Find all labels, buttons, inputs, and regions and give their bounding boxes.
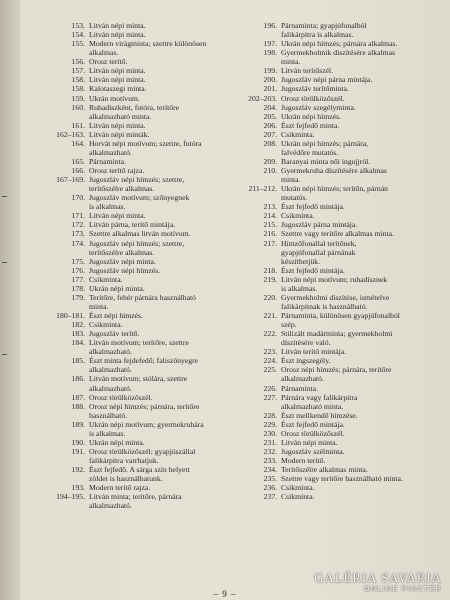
page-spine-shadow	[0, 0, 20, 600]
entry-text: Gyermekholmik díszítésére alkalmas	[281, 48, 395, 58]
entry-number: 222.	[263, 329, 277, 339]
entry-text-continuation: díszítésére való.	[281, 338, 331, 348]
entry-text-continuation: falikárpitra varrhatjuk.	[89, 456, 159, 465]
entry-text: Jugoszláv szélminta.	[281, 446, 345, 456]
index-entry	[232, 474, 442, 483]
entry-text: Szettre vagy terítőre alkalmas minta.	[281, 229, 394, 239]
entry-text-continuation: falvédőre mutatós.	[281, 147, 339, 157]
entry-number: 217.	[263, 238, 277, 248]
watermark	[314, 571, 442, 593]
entry-text: Észt fejfedő mintája.	[281, 419, 345, 429]
index-entry	[30, 438, 240, 447]
index-entry	[30, 275, 240, 284]
index-entry	[30, 402, 240, 420]
entry-text: Litván népi minták.	[89, 129, 150, 139]
watermark-title: GALÉRIA SAVARIA	[314, 571, 442, 585]
entry-text-continuation: szép.	[281, 320, 297, 330]
index-entry	[232, 356, 442, 365]
entry-text: Litván motívum; terítőre, szettre	[89, 338, 189, 348]
entry-number: 157.	[71, 66, 85, 76]
index-column-left	[30, 21, 240, 510]
entry-text: Litván népi minta.	[89, 120, 146, 130]
entry-text: Ukrán népi hímzés; terítőn, párnán	[281, 184, 388, 194]
index-entry	[232, 365, 442, 383]
entry-number: 184.	[71, 338, 85, 348]
entry-number: 231.	[263, 437, 277, 447]
index-entry	[232, 347, 442, 356]
entry-number: 206.	[263, 120, 277, 130]
entry-number: 208.	[263, 138, 277, 148]
entry-text: Modern terítő.	[281, 456, 326, 465]
index-entry	[30, 374, 240, 392]
entry-text: Észt fejfedő mintája.	[281, 265, 345, 275]
entry-text: Párnaminta.	[89, 156, 126, 166]
index-entry	[30, 311, 240, 320]
entry-number: 216.	[263, 229, 277, 239]
entry-text: Csikminta.	[89, 274, 123, 284]
entry-text: Jugoszláv népi minta.	[89, 256, 156, 266]
entry-text: Litván terítőszél.	[281, 66, 334, 76]
entry-number: 196.	[263, 21, 277, 30]
index-entry	[232, 202, 442, 211]
index-entry	[232, 166, 442, 184]
index-entry	[232, 492, 442, 501]
entry-number: 215.	[263, 220, 277, 230]
index-entry	[232, 184, 442, 202]
entry-number: 164.	[71, 138, 85, 148]
index-entry	[30, 284, 240, 293]
index-entry	[232, 66, 442, 75]
entry-text: Jugoszláv népi hímzés; szettre,	[89, 175, 185, 185]
entry-text: Jugoszláv párna mintája.	[281, 220, 358, 230]
entry-number: 221.	[263, 311, 277, 320]
entry-number: 179.	[71, 292, 85, 302]
entry-text: Szettre alkalmas litván motívum.	[89, 229, 191, 239]
entry-text: Modern virágminta; szettre különösen	[89, 39, 207, 49]
entry-number: 209.	[263, 156, 277, 166]
index-entry	[232, 75, 442, 84]
entry-text-continuation: terítőszélre alkalmas.	[89, 184, 155, 194]
entry-text: Párnaminta; gyapjúfonalból	[281, 21, 367, 30]
entry-text: Párnára vagy falikárpitra	[281, 392, 358, 402]
entry-text: Jugoszláv szegélyminta.	[281, 102, 356, 112]
index-entry	[232, 429, 442, 438]
index-entry	[232, 211, 442, 220]
entry-text: Ruhadíszként, futóra, terítőre	[89, 102, 180, 112]
entry-text: Litván népi minta.	[89, 75, 146, 85]
entry-number: 230.	[263, 428, 277, 438]
entry-text-continuation: alkalmazható.	[281, 374, 324, 384]
entry-text-continuation: alkalmazható minta.	[281, 401, 344, 411]
index-entry	[30, 329, 240, 338]
entry-number: 237.	[263, 492, 277, 502]
entry-text: Litván motívum; stólára, szettre	[89, 374, 188, 384]
entry-text: Jugoszláv népi hímzés.	[89, 265, 161, 275]
index-entry	[30, 103, 240, 121]
entry-text: Jugoszláv terítőminta.	[281, 84, 349, 94]
entry-text-continuation: alkalmazható.	[89, 383, 132, 393]
entry-text-continuation: is alkalmas.	[281, 283, 318, 293]
watermark-subtitle: ONLINE PIACTÉR	[364, 586, 442, 593]
entry-text: Orosz népi hímzés; párnára, terítőre	[281, 365, 392, 375]
entry-text-continuation: alkalmazható.	[89, 347, 132, 357]
entry-text: Litván népi minta.	[89, 30, 146, 40]
entry-number: 154.	[71, 30, 85, 40]
entry-text-continuation: alkalmas.	[89, 48, 119, 58]
entry-number: 174.	[71, 238, 85, 248]
entry-text: Jugoszláv népi hímzés; szettre,	[89, 238, 185, 248]
entry-text: Litván minta; terítőre, párnára	[89, 492, 182, 502]
entry-number: 165.	[71, 156, 85, 166]
entry-text: Orosz törülközőszél.	[281, 93, 345, 103]
entry-number: 202–203.	[248, 93, 277, 103]
index-entry	[30, 293, 240, 311]
entry-text-continuation: is alkalmas.	[89, 428, 126, 438]
entry-text: Terítőszélre alkalmas minta.	[281, 465, 368, 475]
entry-text: Ukrán népi hímzés; párnára,	[281, 138, 369, 148]
entry-number: 185.	[71, 356, 85, 366]
entry-number: 197.	[263, 39, 277, 49]
entry-text: Szettre vagy terítőre használható minta.	[281, 474, 403, 484]
entry-text: Hímzőfonallal terítőnek,	[281, 238, 357, 248]
entry-text: Modern terítő rajza.	[89, 483, 151, 493]
entry-text: Litván párna, terítő mintája.	[89, 220, 176, 230]
entry-number: 219.	[263, 274, 277, 284]
entry-number: 236.	[263, 483, 277, 493]
entry-text: Észt ingszegély.	[281, 356, 331, 366]
margin-mark	[2, 196, 7, 197]
index-entry	[232, 465, 442, 474]
index-entry	[232, 275, 442, 293]
entry-number: 167–169.	[56, 175, 85, 185]
index-entry	[30, 193, 240, 211]
index-entry	[30, 393, 240, 402]
entry-number: 190.	[71, 437, 85, 447]
entry-number: 158.	[71, 84, 85, 94]
entry-number: 189.	[71, 419, 85, 429]
entry-number: 161.	[71, 120, 85, 130]
entry-number: 187.	[71, 392, 85, 402]
entry-text: Litván népi motívum; ruhadísznek	[281, 274, 388, 284]
entry-text: Ukrán népi hímzés; párnára alkalmas.	[281, 39, 398, 49]
entry-text: Orosz terítő rajza.	[89, 166, 145, 175]
entry-number: 186.	[71, 374, 85, 384]
index-entry	[30, 356, 240, 374]
index-entry	[232, 48, 442, 66]
index-entry	[232, 121, 442, 130]
index-entry	[30, 57, 240, 66]
entry-text-continuation: alkalmazható.	[89, 365, 132, 375]
entry-number: 213.	[263, 202, 277, 212]
entry-text: Orosz törülközőszél.	[89, 392, 153, 402]
index-entry	[232, 447, 442, 456]
entry-text: Gyermekholmi díszítése, ismételve	[281, 292, 390, 302]
margin-mark	[2, 262, 7, 263]
index-entry	[232, 266, 442, 275]
entry-text: Észt fejfedő mintája.	[281, 202, 345, 212]
entry-number: 178.	[71, 283, 85, 293]
index-entry	[232, 39, 442, 48]
index-entry	[30, 84, 240, 93]
entry-text: Párnaminta.	[281, 383, 318, 393]
entry-text-continuation: falikárpitra is alkalmas.	[281, 30, 354, 40]
entry-number: 177.	[71, 274, 85, 284]
entry-text: Csikminta.	[281, 211, 315, 221]
entry-text: Csikminta.	[281, 129, 315, 139]
entry-text: Terítőre, fehér párnára használható	[89, 292, 197, 302]
entry-text: Gyermekruha díszítésére alkalmas	[281, 166, 387, 175]
index-entry	[232, 438, 442, 447]
index-entry	[30, 39, 240, 57]
entry-text: Litván terítő mintája.	[281, 347, 347, 357]
entry-text-continuation: használható.	[89, 410, 128, 420]
entry-number: 220.	[263, 292, 277, 302]
entry-text-continuation: gyapjúfonallal párnának	[281, 247, 356, 257]
index-entry	[232, 239, 442, 266]
entry-number: 162–163.	[56, 129, 85, 139]
index-entry	[30, 121, 240, 130]
entry-number: 192.	[71, 465, 85, 475]
entry-number: 229.	[263, 419, 277, 429]
entry-text: Párnaminta, különösen gyapjúfonalból	[281, 311, 400, 320]
entry-number: 155.	[71, 39, 85, 49]
entry-text: Jugoszláv terítő.	[89, 329, 140, 339]
entry-text: Ukrán népi hímzés.	[281, 111, 341, 121]
index-entry	[232, 311, 442, 329]
index-entry	[30, 139, 240, 157]
index-entry	[30, 338, 240, 356]
index-entry	[30, 211, 240, 220]
entry-number: 191.	[71, 446, 85, 456]
entry-text: Észt népi hímzés.	[89, 311, 144, 320]
entry-number: 180–181.	[56, 311, 85, 320]
entry-number: 198.	[263, 48, 277, 58]
index-entry	[232, 139, 442, 157]
entry-text: Baranyai minta női ingujjról.	[281, 156, 371, 166]
entry-number: 204.	[263, 102, 277, 112]
entry-number: 156.	[71, 57, 85, 67]
entry-number: 228.	[263, 410, 277, 420]
entry-text-continuation: minta.	[281, 175, 301, 185]
entry-text-continuation: falikárpitnak is használható.	[281, 301, 368, 311]
entry-number: 182.	[71, 320, 85, 330]
entry-text: Észt fejfedő minta.	[281, 120, 340, 130]
index-entry	[232, 103, 442, 112]
entry-number: 158.	[71, 75, 85, 85]
index-entry	[232, 456, 442, 465]
index-entry	[232, 411, 442, 420]
index-entry	[30, 229, 240, 238]
entry-number: 214.	[263, 211, 277, 221]
entry-number: 234.	[263, 465, 277, 475]
entry-text-continuation: alkalmazható.	[89, 501, 132, 511]
entry-text: Ukrán népi minta.	[89, 283, 145, 293]
entry-number: 172.	[71, 220, 85, 230]
entry-number: 175.	[71, 256, 85, 266]
index-entry	[30, 420, 240, 438]
entry-text: Orosz népi hímzés; párnára, terítőre	[89, 401, 200, 411]
entry-number: 200.	[263, 75, 277, 85]
index-entry	[232, 84, 442, 93]
entry-text: Litván népi minta.	[89, 66, 146, 76]
index-entry	[30, 483, 240, 492]
entry-number: 159.	[71, 93, 85, 103]
entry-text-continuation: is alkalmas.	[89, 202, 126, 212]
index-entry	[232, 157, 442, 166]
entry-text-continuation: alkalmazható.	[89, 147, 132, 157]
entry-text: Stilizált madárminta; gyermekholmi	[281, 329, 393, 339]
entry-text: Ukrán népi minta.	[89, 437, 145, 447]
index-entry	[30, 21, 240, 30]
entry-text: Litván népi minta.	[281, 437, 338, 447]
entry-number: 160.	[71, 102, 85, 112]
index-entry	[232, 229, 442, 238]
entry-number: 153.	[71, 21, 85, 30]
index-column-right	[232, 21, 442, 501]
index-entry	[30, 157, 240, 166]
entry-number: 193.	[71, 483, 85, 493]
index-entry	[30, 492, 240, 510]
entry-text: Orosz törülközőszél.	[281, 428, 345, 438]
entry-text: Orosz terítő.	[89, 57, 128, 67]
index-entry	[232, 384, 442, 393]
entry-number: 171.	[71, 211, 85, 221]
entry-text: Litván népi minta.	[89, 211, 146, 221]
entry-number: 207.	[263, 129, 277, 139]
index-entry	[232, 112, 442, 121]
entry-text-continuation: terítőszélre alkalmas.	[89, 247, 155, 257]
entry-number: 235.	[263, 474, 277, 484]
entry-number: 188.	[71, 401, 85, 411]
index-entry	[30, 175, 240, 193]
index-entry	[232, 393, 442, 411]
entry-number: 194–195.	[56, 492, 85, 502]
index-entry	[30, 266, 240, 275]
entry-number: 225.	[263, 365, 277, 375]
index-entry	[232, 21, 442, 39]
entry-number: 224.	[263, 356, 277, 366]
index-entry	[232, 420, 442, 429]
entry-number: 226.	[263, 383, 277, 393]
index-entry	[30, 447, 240, 465]
index-entry	[30, 166, 240, 175]
index-entry	[30, 220, 240, 229]
entry-text: Kalotaszegi minta.	[89, 84, 147, 94]
entry-number: 210.	[263, 166, 277, 175]
index-entry	[30, 465, 240, 483]
entry-text: Csikminta.	[281, 492, 315, 502]
entry-number: 232.	[263, 446, 277, 456]
entry-number: 227.	[263, 392, 277, 402]
entry-text: Orosz törülközőszél; gyapjúszállal	[89, 446, 196, 456]
entry-text: Jugoszláv népi párna mintája.	[281, 75, 373, 85]
entry-number: 223.	[263, 347, 277, 357]
entry-text: Észt fejfedő. A sárga szín helyett	[89, 465, 190, 475]
index-entry	[232, 483, 442, 492]
entry-text: Ukrán motívum.	[89, 93, 140, 103]
entry-number: 166.	[71, 166, 85, 175]
index-entry	[232, 293, 442, 311]
entry-text: Csikminta.	[281, 483, 315, 493]
entry-text: Litván népi minta.	[89, 21, 146, 30]
entry-text: Csikminta.	[89, 320, 123, 330]
index-entry	[30, 239, 240, 257]
entry-text-continuation: készíthetjük.	[281, 256, 321, 266]
index-entry	[30, 94, 240, 103]
entry-number: 211–212.	[248, 184, 277, 194]
page-number: – 9 –	[213, 589, 237, 599]
entry-text-continuation: mutatós.	[281, 193, 308, 203]
index-entry	[30, 257, 240, 266]
entry-number: 201.	[263, 84, 277, 94]
entry-number: 199.	[263, 66, 277, 76]
index-entry	[30, 75, 240, 84]
entry-text: Észt mellkendő hímzése.	[281, 410, 358, 420]
entry-number: 218.	[263, 265, 277, 275]
entry-text: Észt minta fejdefedő; faliszőnyegre	[89, 356, 199, 366]
entry-text-continuation: zöldet is használhatunk.	[89, 474, 163, 484]
entry-number: 233.	[263, 456, 277, 465]
index-entry	[232, 130, 442, 139]
index-entry	[30, 320, 240, 329]
index-entry	[30, 30, 240, 39]
entry-number: 176.	[71, 265, 85, 275]
index-entry	[30, 66, 240, 75]
index-entry	[232, 329, 442, 347]
entry-text: Jugoszláv motívum; szőnyegnek	[89, 193, 190, 203]
entry-text: Ukrán népi motívum; gyermekruhára	[89, 419, 204, 429]
entry-text: Horvát népi motívum; szettre, futóra	[89, 138, 202, 148]
entry-number: 183.	[71, 329, 85, 339]
index-entry	[232, 94, 442, 103]
entry-text-continuation: minta.	[89, 301, 109, 311]
entry-text-continuation: alkalmazható minta.	[89, 111, 152, 121]
entry-text-continuation: minta.	[281, 57, 301, 67]
index-entry	[232, 220, 442, 229]
index-entry	[30, 130, 240, 139]
entry-number: 205.	[263, 111, 277, 121]
margin-mark	[2, 354, 7, 355]
entry-number: 173.	[71, 229, 85, 239]
entry-number: 170.	[71, 193, 85, 203]
